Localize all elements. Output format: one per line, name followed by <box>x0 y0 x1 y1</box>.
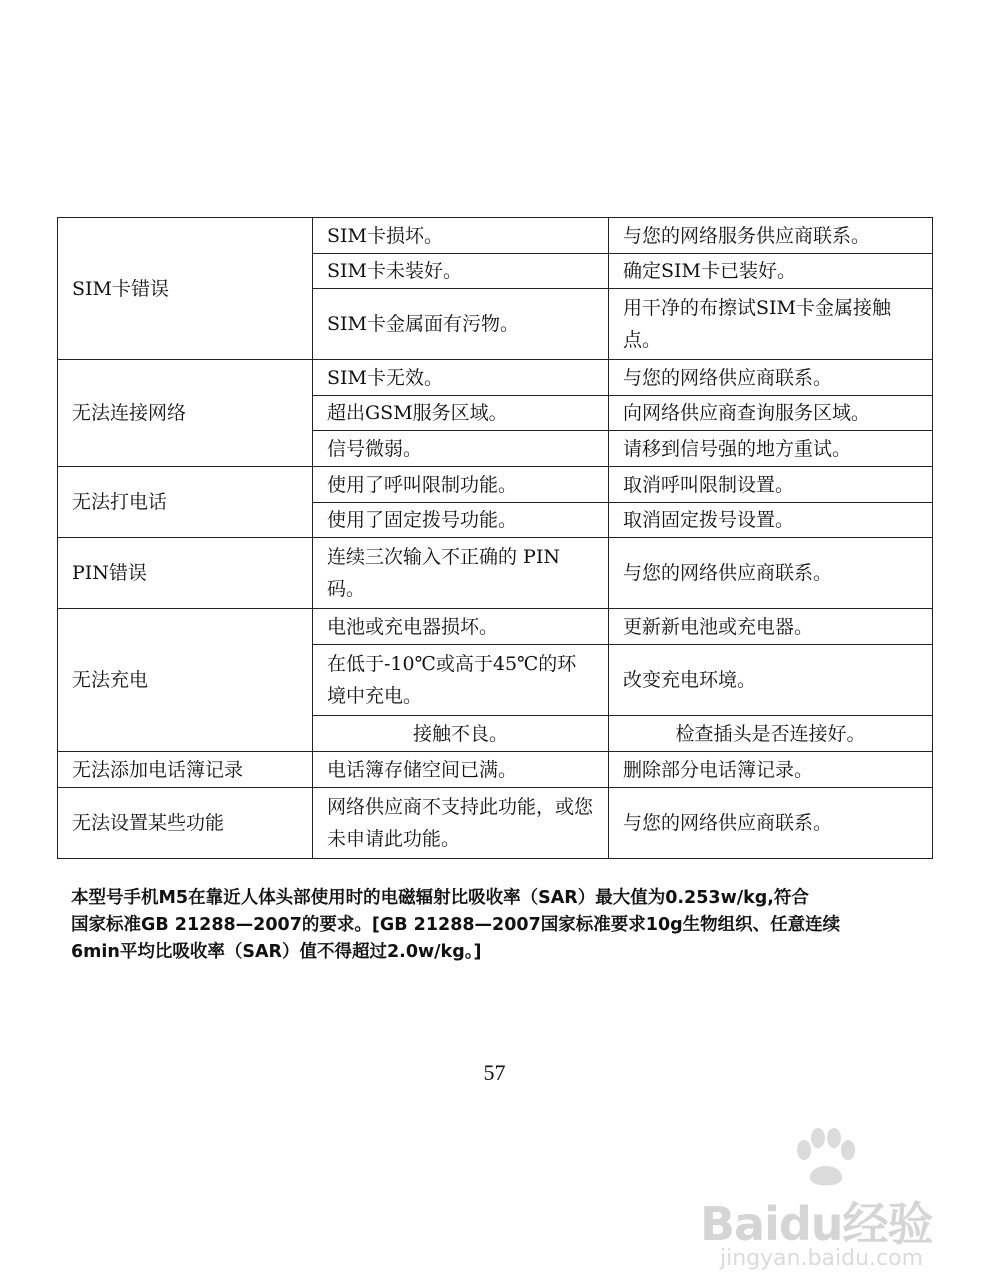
table-row <box>58 538 933 609</box>
cause-cell: 超出GSM服务区域。 <box>313 396 609 431</box>
table-row <box>58 609 933 645</box>
cause-cell: SIM卡损坏。 <box>313 218 609 254</box>
problem-cell: 无法添加电话簿记录 <box>58 752 313 788</box>
solution-cell: 确定SIM卡已装好。 <box>609 254 933 289</box>
solution-cell: 改变充电环境。 <box>609 645 933 716</box>
solution-cell: 与您的网络服务供应商联系。 <box>609 218 933 254</box>
cause-cell: 接触不良。 <box>313 716 609 752</box>
sar-note-line: 国家标准GB 21288—2007的要求。[GB 21288—2007国家标准要求10g生物组织、任意连续 <box>71 915 841 935</box>
sar-note <box>71 885 931 966</box>
troubleshooting-table <box>57 217 933 859</box>
problem-cell: 无法设置某些功能 <box>58 788 313 859</box>
baidu-watermark <box>700 1128 980 1278</box>
solution-cell: 向网络供应商查询服务区域。 <box>609 396 933 431</box>
page-number: 57 <box>483 1060 506 1085</box>
problem-cell: SIM卡错误 <box>58 218 313 360</box>
sar-note-line: 6min平均比吸收率（SAR）值不得超过2.0w/kg。] <box>71 942 482 962</box>
solution-cell: 与您的网络供应商联系。 <box>609 788 933 859</box>
cause-cell: SIM卡未装好。 <box>313 254 609 289</box>
table-row <box>58 360 933 396</box>
cause-cell: 使用了呼叫限制功能。 <box>313 467 609 503</box>
paw-icon <box>790 1128 860 1190</box>
watermark-logo: Baidu经验 <box>700 1197 933 1251</box>
cause-cell: 电话簿存储空间已满。 <box>313 752 609 788</box>
cause-cell: 在低于-10℃或高于45℃的环境中充电。 <box>313 645 609 716</box>
cause-cell: 电池或充电器损坏。 <box>313 609 609 645</box>
cause-cell: 使用了固定拨号功能。 <box>313 503 609 538</box>
table-row <box>58 752 933 788</box>
problem-cell: PIN错误 <box>58 538 313 609</box>
sar-note-line: 本型号手机M5在靠近人体头部使用时的电磁辐射比吸收率（SAR）最大值为0.253w/kg,符合 <box>71 888 809 908</box>
solution-cell: 取消呼叫限制设置。 <box>609 467 933 503</box>
cause-cell: SIM卡金属面有污物。 <box>313 289 609 360</box>
solution-cell: 与您的网络供应商联系。 <box>609 360 933 396</box>
solution-cell: 请移到信号强的地方重试。 <box>609 431 933 467</box>
solution-cell: 删除部分电话簿记录。 <box>609 752 933 788</box>
problem-cell: 无法打电话 <box>58 467 313 538</box>
solution-cell: 检查插头是否连接好。 <box>609 716 933 752</box>
table-row <box>58 218 933 254</box>
cause-cell: SIM卡无效。 <box>313 360 609 396</box>
watermark-url: jingyan.baidu.com <box>720 1246 924 1271</box>
solution-cell: 取消固定拨号设置。 <box>609 503 933 538</box>
cause-cell: 信号微弱。 <box>313 431 609 467</box>
solution-cell: 与您的网络供应商联系。 <box>609 538 933 609</box>
table-row <box>58 467 933 503</box>
solution-cell: 用干净的布擦试SIM卡金属接触点。 <box>609 289 933 360</box>
problem-cell: 无法充电 <box>58 609 313 752</box>
cause-cell: 网络供应商不支持此功能，或您未申请此功能。 <box>313 788 609 859</box>
cause-cell: 连续三次输入不正确的 PIN码。 <box>313 538 609 609</box>
table-row <box>58 788 933 859</box>
problem-cell: 无法连接网络 <box>58 360 313 467</box>
solution-cell: 更新新电池或充电器。 <box>609 609 933 645</box>
